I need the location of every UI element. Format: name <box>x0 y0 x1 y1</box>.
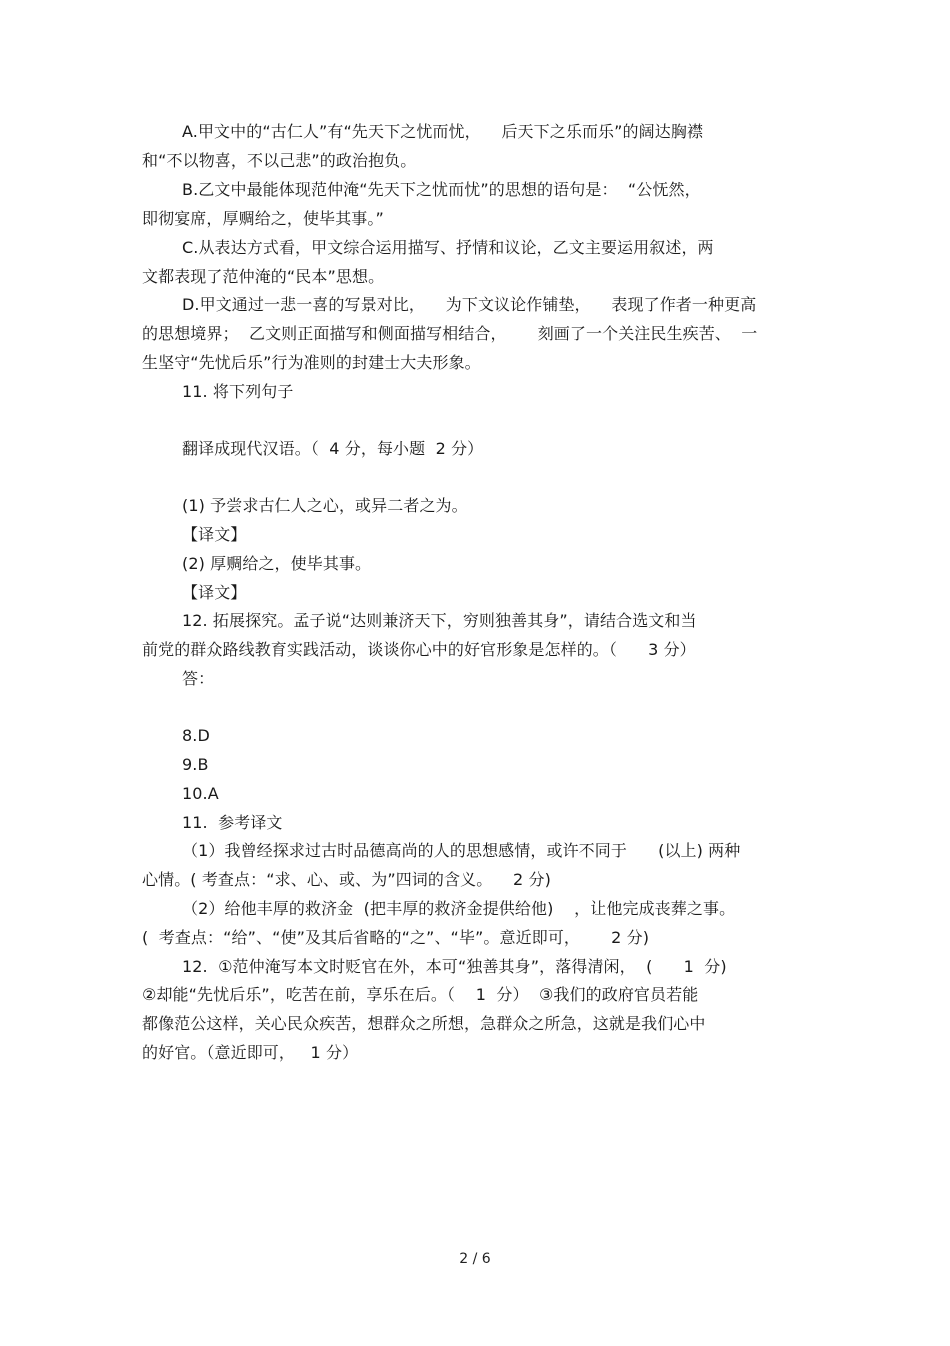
answer-9: 9.B <box>182 755 209 774</box>
text-line: 前党的群众路线教育实践活动，谈谈你心中的好官形象是怎样的。（ 3 分） <box>142 640 696 659</box>
text-line: （1）我曾经探求过古时品德高尚的人的思想感情，或许不同于 (以上) 两种 <box>182 841 741 860</box>
text-line: (1) 予尝求古仁人之心，或异二者之为。 <box>182 496 468 515</box>
translation-label: 【译文】 <box>182 525 247 544</box>
text-line: ②却能“先忧后乐”，吃苦在前，享乐在后。（ 1 分） ③我们的政府官员若能 <box>142 985 699 1004</box>
text-line: 翻译成现代汉语。（ 4 分，每小题 2 分） <box>182 439 484 458</box>
answer-8: 8.D <box>182 726 210 745</box>
question-11: 11. 将下列句子 <box>182 382 294 401</box>
page-number: 2 / 6 <box>459 1251 491 1267</box>
answer-label: 答： <box>182 669 215 688</box>
answer-10: 10.A <box>182 784 219 803</box>
text-line: 即彻宴席，厚赒给之，使毕其事。” <box>142 209 384 228</box>
answer-12: 12. ①范仲淹写本文时贬官在外，本可“独善其身”，落得清闲， ( 1 分) <box>182 957 727 976</box>
text-line: 生坚守“先忧后乐”行为准则的封建士大夫形象。 <box>142 353 481 372</box>
text-line: 心情。( 考查点：“求、心、或、为”四词的含义。 2 分) <box>142 870 551 889</box>
text-line: ( 考查点：“给”、“使”及其后省略的“之”、“毕”。意近即可， 2 分) <box>142 928 650 947</box>
text-line: A.甲文中的“古仁人”有“先天下之忧而忧， 后天下之乐而乐”的阔达胸襟 <box>182 122 704 141</box>
text-line: 和“不以物喜，不以己悲”的政治抱负。 <box>142 151 417 170</box>
text-line: 的好官。（意近即可， 1 分） <box>142 1043 359 1062</box>
question-12: 12. 拓展探究。孟子说“达则兼济天下，穷则独善其身”，请结合选文和当 <box>182 611 697 630</box>
text-line: D.甲文通过一悲一喜的写景对比， 为下文议论作铺垫， 表现了作者一种更高 <box>182 295 757 314</box>
translation-label: 【译文】 <box>182 583 247 602</box>
answer-11: 11. 参考译文 <box>182 813 283 832</box>
text-line: C.从表达方式看，甲文综合运用描写、抒情和议论，乙文主要运用叙述，两 <box>182 238 714 257</box>
text-line: （2）给他丰厚的救济金 (把丰厚的救济金提供给他) ，让他完成丧葬之事。 <box>182 899 736 918</box>
text-line: B.乙文中最能体现范仲淹“先天下之忧而忧”的思想的语句是： “公怃然， <box>182 180 701 199</box>
text-line: (2) 厚赒给之，使毕其事。 <box>182 554 372 573</box>
text-line: 的思想境界； 乙文则正面描写和侧面描写相结合， 刻画了一个关注民生疾苦、 一 <box>142 324 758 343</box>
text-line: 文都表现了范仲淹的“民本”思想。 <box>142 267 385 286</box>
text-line: 都像范公这样，关心民众疾苦，想群众之所想，急群众之所急，这就是我们心中 <box>142 1014 706 1033</box>
